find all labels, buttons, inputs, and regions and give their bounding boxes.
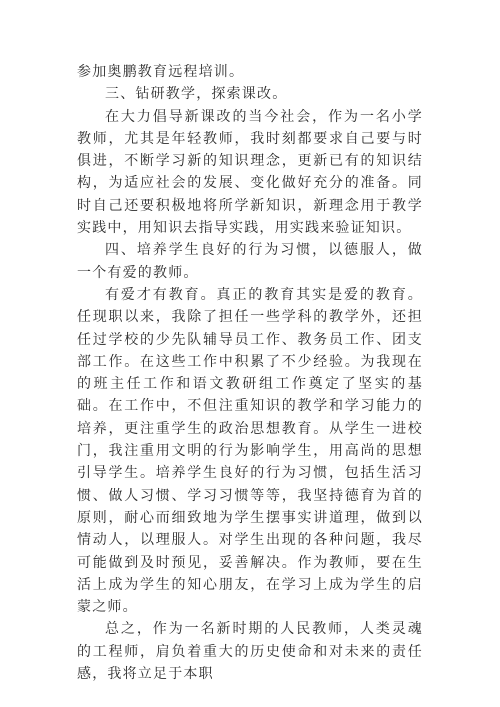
document-body — [77, 61, 423, 685]
paragraph-love-education: 有爱才有教育。真正的教育其实是爱的教育。任现职以来，我除了担任一些学科的教学外，还担任过学校的少先队辅导员工作、教务员工作、团支部工作。在这些工作中积累了不少经验。为我现在的班主任工作和语文教研组工作奠定了坚实的基础。在工作中，不但注重知识的教学和学习能力的培养，更注重学生的政治思想教育。从学生一进校门，我注重用文明的行为影响学生，用高尚的思想引导学生。培养学生良好的行为习惯，包括生活习惯、做人习惯、学习习惯等等，我坚持德育为首的原则，耐心而细致地为学生摆事实讲道理，做到以情动人，以理服人。对学生出现的各种问题，我尽可能做到及时预见，妥善解决。作为教师，要在生活上成为学生的知心朋友，在学习上成为学生的启蒙之师。 — [77, 286, 423, 616]
section-heading-3: 三、钻研教学，探索课改。 — [105, 86, 288, 103]
paragraph-curriculum-reform: 在大力倡导新课改的当今社会，作为一名小学教师，尤其是年轻教师，我时刻都要求自己要与时俱进，不断学习新的知识理念，更新已有的知识结构，为适应社会的发展、变化做好充分的准备。同时自己还要积极地将所学新知识，新理念用于教学实践中，用知识去指导实践，用实践来验证知识。 — [77, 108, 423, 237]
section-heading-4: 四、培养学生良好的行为习惯，以德服人，做一个有爱的教师。 — [77, 242, 423, 281]
paragraph-continuation: 参加奥鹏教育远程培训。 — [77, 64, 245, 80]
paragraph-summary: 总之，作为一名新时期的人民教师，人类灵魂的工程师，肩负着重大的历史使命和对未来的责任感，我将立足于本职 — [77, 621, 423, 683]
